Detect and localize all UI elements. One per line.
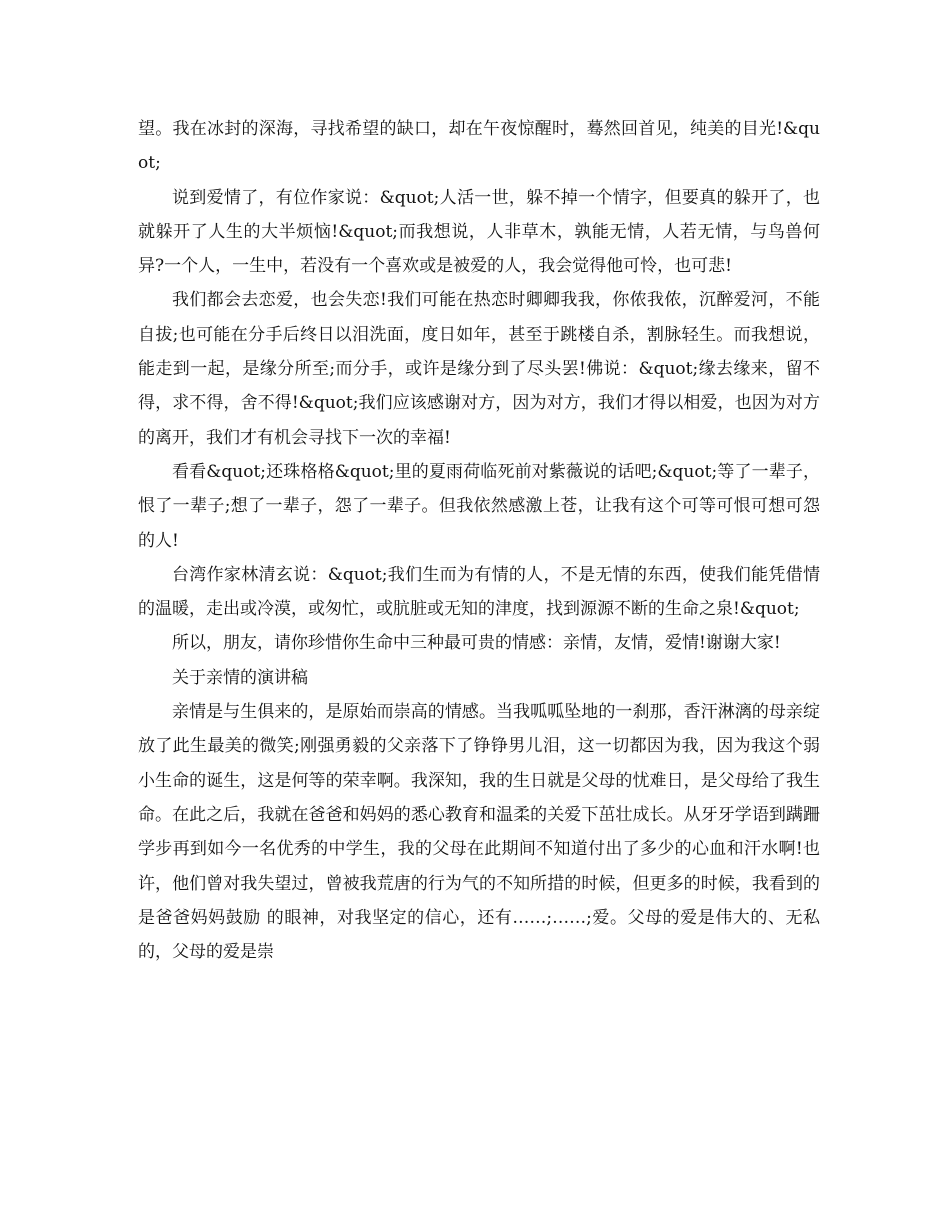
section-heading: 关于亲情的演讲稿 [172,667,308,688]
paragraph-2: 说到爱情了，有位作家说：&quot;人活一世，躲不掉一个情字，但要真的躲开了，也就躲开了人生的大半烦恼!&quot;而我想说，人非草木，孰能无情，人若无情，与鸟兽何异?一个人，一生中，若没有一个喜欢或是被爱的人，我会觉得他可怜，也可悲! [138,187,820,277]
paragraph-5: 台湾作家林清玄说：&quot;我们生而为有情的人，不是无情的东西，使我们能凭借情的温暖，走出或冷漠，或匆忙，或肮脏或无知的津度，找到源源不断的生命之泉!&quot; [138,564,820,620]
paragraph-1: 望。我在冰封的深海，寻找希望的缺口，却在午夜惊醒时，蓦然回首见，纯美的目光!&quot; [138,119,820,174]
paragraph-4: 看看&quot;还珠格格&quot;里的夏雨荷临死前对紫薇说的话吧;&quot;等了一辈子，恨了一辈子;想了一辈子，怨了一辈子。但我依然感激上苍，让我有这个可等可恨可想可怨的人! [138,461,820,551]
paragraph-6: 所以，朋友，请你珍惜你生命中三种最可贵的情感：亲情，友情，爱情!谢谢大家! [172,633,781,654]
paragraph-7: 亲情是与生俱来的，是原始而崇高的情感。当我呱呱坠地的一刹那，香汗淋漓的母亲绽放了此生最美的微笑;刚强勇毅的父亲落下了铮铮男儿泪，这一切都因为我，因为我这个弱小生命的诞生，这是何等的荣幸啊。我深知，我的生日就是父母的忧难日，是父母给了我生命。在此之后，我就在爸爸和妈妈的悉心教育和温柔的关爱下茁壮成长。从牙牙学语到蹒跚学步再到如今一名优秀的中学生，我的父母在此期间不知道付出了多少的心血和汗水啊!也许，他们曾对我失望过，曾被我荒唐的行为气的不知所措的时候，但更多的时候，我看到的是爸爸妈妈鼓励 的眼神，对我坚定的信心，还有……;……;爱。父母的爱是伟大的、无私的，父母的爱是崇 [138,702,820,963]
document-body [138,112,820,969]
paragraph-3: 我们都会去恋爱，也会失恋!我们可能在热恋时卿卿我我，你侬我侬，沉醉爱河，不能自拔;也可能在分手后终日以泪洗面，度日如年，甚至于跳楼自杀，割脉轻生。而我想说，能走到一起，是缘分所至;而分手，或许是缘分到了尽头罢!佛说：&quot;缘去缘来，留不得，求不得，舍不得!&quot;我们应该感谢对方，因为对方，我们才得以相爱，也因为对方的离开，我们才有机会寻找下一次的幸福! [138,290,820,448]
